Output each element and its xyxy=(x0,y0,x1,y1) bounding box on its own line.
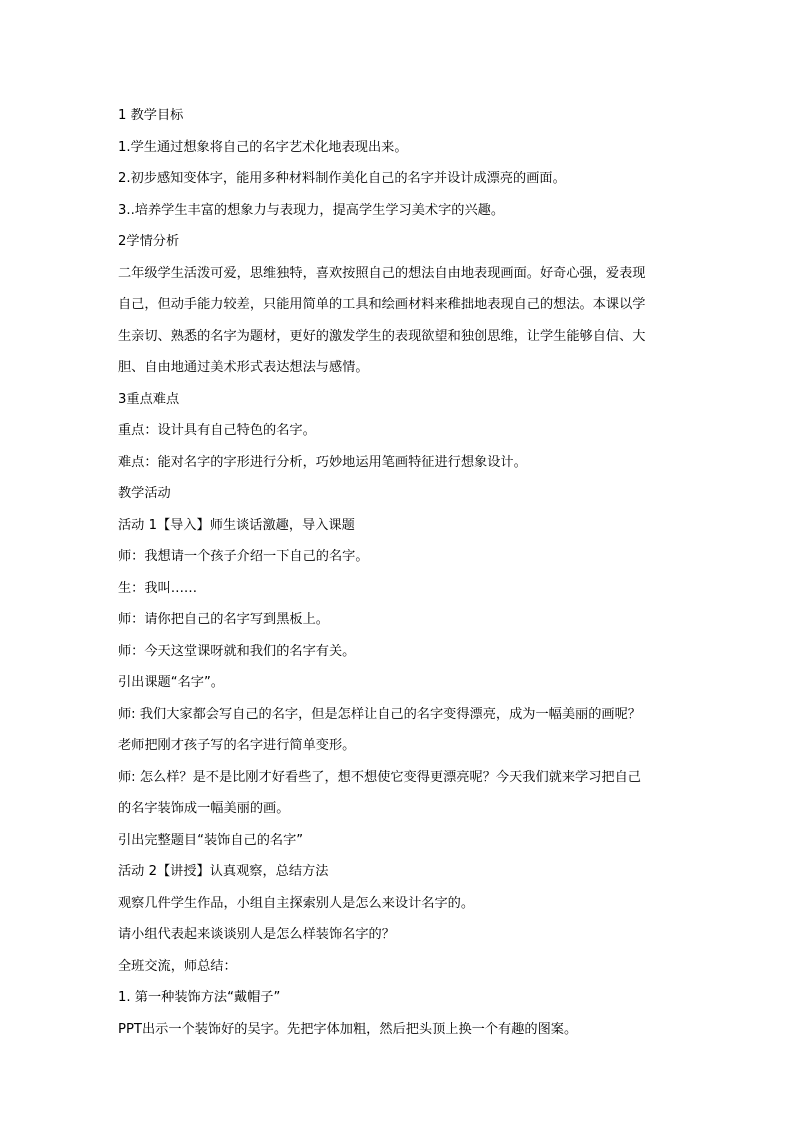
paragraph-line: 引出完整题目“装饰自己的名字” xyxy=(118,832,304,848)
document-body xyxy=(118,100,678,1045)
paragraph-line: 观察几件学生作品，小组自主探索别人是怎么来设计名字的。 xyxy=(118,895,475,911)
section-heading-activities: 教学活动 xyxy=(118,486,171,501)
dialogue-line: 师：请你把自己的名字写到黑板上。 xyxy=(118,612,329,627)
paragraph-line: 生亲切、熟悉的名字为题材，更好的激发学生的表现欲望和独创思维，让学生能够自信、大 xyxy=(118,328,646,344)
method-1-heading: 1. 第一种装饰方法“戴帽子” xyxy=(118,990,281,1005)
goal-item-3: 3..培养学生丰富的想象力与表现力，提高学生学习美术字的兴趣。 xyxy=(118,202,505,218)
paragraph-line: 自己，但动手能力较差，只能用简单的工具和绘画材料来稚拙地表现自己的想法。本课以学 xyxy=(118,297,646,312)
dialogue-line: 师：我想请一个孩子介绍一下自己的名字。 xyxy=(118,549,369,564)
dialogue-line: 师: 我们大家都会写自己的名字，但是怎样让自己的名字变得漂亮，成为一幅美丽的画呢？ xyxy=(118,706,641,722)
paragraph-line: 胆、自由地通过美术形式表达想法与感情。 xyxy=(118,360,369,375)
dialogue-line: 师: 怎么样？是不是比刚才好看些了，想不想使它变得更漂亮呢？今天我们就来学习把自己 xyxy=(118,769,641,785)
activity-1-heading: 活动 1【导入】师生谈话激趣，导入课题 xyxy=(118,517,355,533)
section-heading-key-points: 3重点难点 xyxy=(118,391,180,407)
paragraph-line: 请小组代表起来谈谈别人是怎么样装饰名字的？ xyxy=(118,927,395,942)
activity-2-heading: 活动 2【讲授】认真观察，总结方法 xyxy=(118,864,329,879)
goal-item-1: 1.学生通过想象将自己的名字艺术化地表现出来。 xyxy=(118,139,408,155)
goal-item-2: 2.初步感知变体字，能用多种材料制作美化自己的名字并设计成漂亮的画面。 xyxy=(118,171,566,186)
paragraph-line: 的名字装饰成一幅美丽的画。 xyxy=(118,801,290,816)
paragraph-line: 全班交流，师总结： xyxy=(118,958,237,974)
key-point-line: 重点：设计具有自己特色的名字。 xyxy=(118,423,316,438)
section-heading-teaching-goals: 1 教学目标 xyxy=(118,108,184,123)
paragraph-line: PPT出示一个装饰好的吴字。先把字体加粗，然后把头顶上换一个有趣的图案。 xyxy=(118,1021,578,1037)
dialogue-line: 生：我叫…… xyxy=(118,580,198,596)
paragraph-line: 引出课题“名字”。 xyxy=(118,675,224,690)
paragraph-line: 老师把刚才孩子写的名字进行简单变形。 xyxy=(118,738,356,753)
dialogue-line: 师：今天这堂课呀就和我们的名字有关。 xyxy=(118,643,356,659)
paragraph-line: 二年级学生活泼可爱，思维独特，喜欢按照自己的想法自由地表现画面。好奇心强，爱表现 xyxy=(118,265,646,281)
difficulty-line: 难点：能对名字的字形进行分析，巧妙地运用笔画特征进行想象设计。 xyxy=(118,454,527,470)
section-heading-learner-analysis: 2学情分析 xyxy=(118,234,180,249)
